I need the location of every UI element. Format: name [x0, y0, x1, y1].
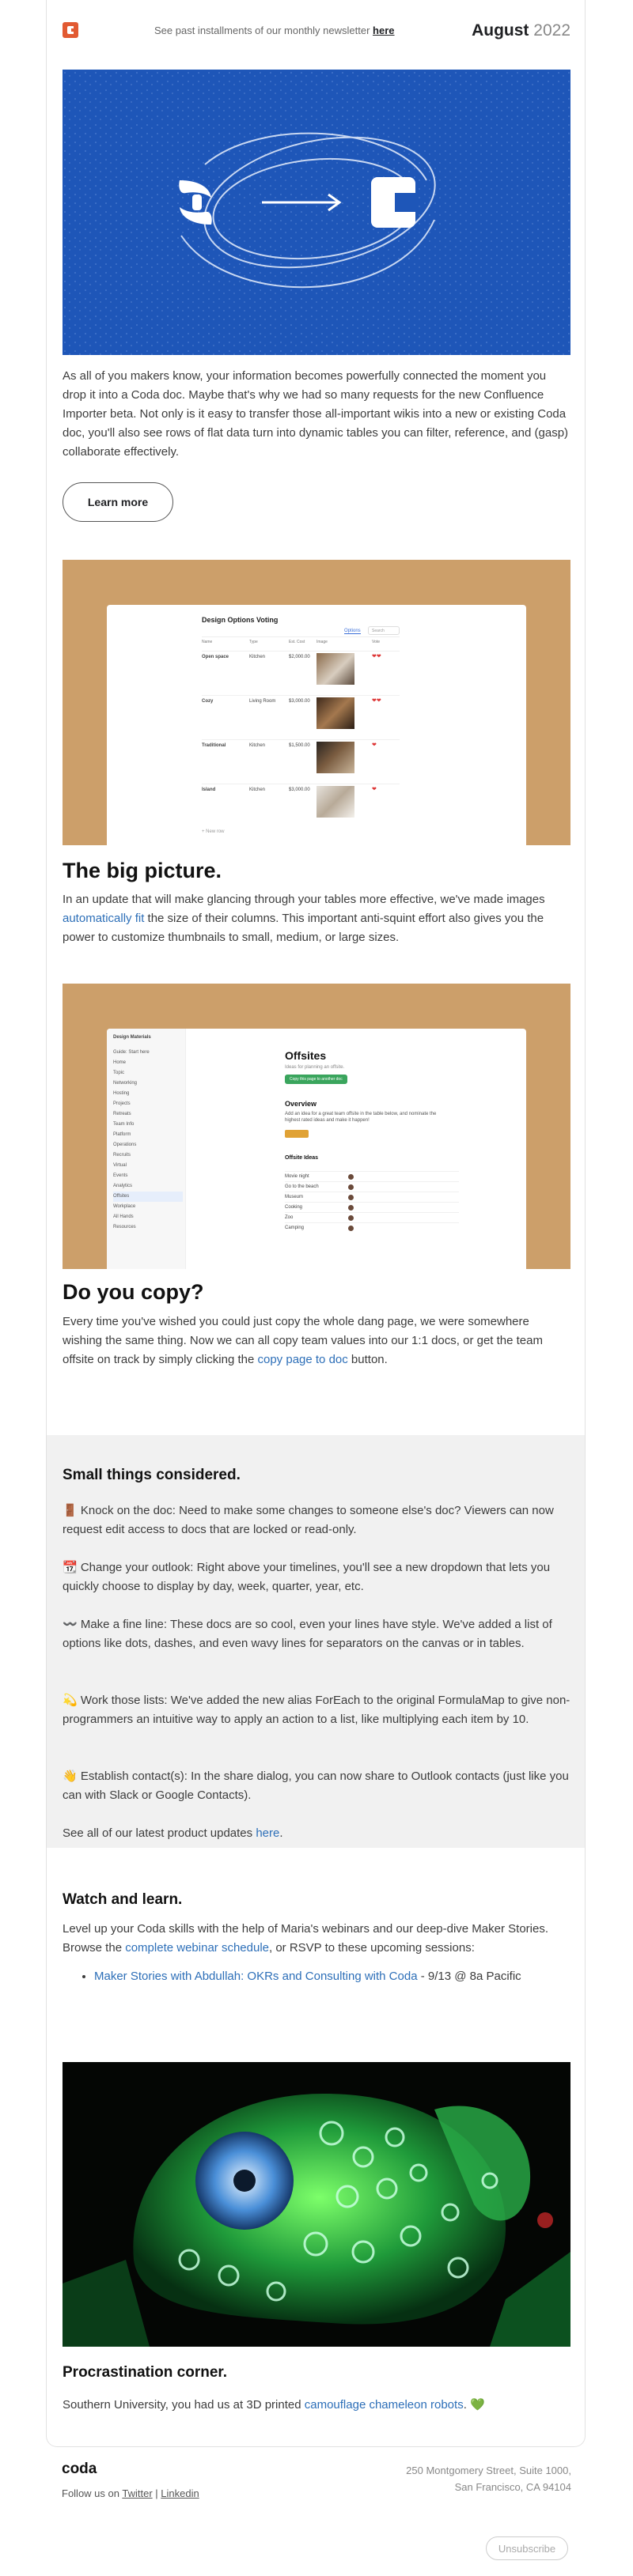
list-item: 〰️ Make a fine line: These docs are so cool, even your lines have style. We've added a list of options like dots, dashes, and even wavy lines for separators on the canvas or in tables. [63, 1618, 552, 1650]
footer [62, 2457, 571, 2568]
big-picture-paragraph: In an update that will make glancing through your tables more effective, we've made images automatically fit the size of their columns. This important anti-squint effort also gives you the power to customize thumbnails to small, medium, or large sizes. [63, 893, 545, 944]
big-picture-heading: The big picture. [63, 859, 222, 882]
product-updates-link[interactable]: here [256, 1826, 280, 1840]
confluence-import-illustration [63, 70, 570, 355]
copy-paragraph: Every time you've wished you could just copy the whole dang page, we were somewhere wishing the same thing. Now we can all copy team values into our 1:1 docs, or get the team offsite on track by simply clicking the copy page to doc button. [63, 1315, 543, 1366]
overview-heading: Overview [285, 1100, 317, 1108]
sidebar-item[interactable]: Workplace [113, 1204, 136, 1209]
table-row[interactable]: Cozy Living Room $3,000.00 ❤❤ [202, 695, 400, 735]
avatar [348, 1195, 354, 1200]
ideas-heading: Offsite Ideas [285, 1155, 319, 1161]
watch-heading: Watch and learn. [63, 1891, 183, 1908]
list-item: 💫 Work those lists: We've added the new alias ForEach to the original FormulaMap to give non-programmers an intuitive way to apply an action to a list, like multiplying each item by 10. [63, 1694, 570, 1726]
offsites-screenshot [63, 984, 570, 1269]
twitter-link[interactable]: Twitter [122, 2487, 153, 2499]
list-item: 📆 Change your outlook: Right above your timelines, you'll see a new dropdown that lets you quickly choose to display by day, week, quarter, year, etc. [63, 1561, 551, 1593]
sidebar-item[interactable]: Resources [113, 1225, 136, 1229]
tab-options[interactable]: Options [344, 629, 361, 633]
design-voting-doc [107, 605, 526, 845]
sidebar-item[interactable]: Guide: Start here [113, 1050, 150, 1055]
learn-more-button[interactable]: Learn more [63, 482, 173, 522]
sidebar-item[interactable]: Recruits [113, 1153, 131, 1158]
footer-logo[interactable]: coda [62, 2461, 97, 2477]
avatar [348, 1215, 354, 1221]
heart-icon[interactable]: ❤❤ [372, 698, 381, 704]
new-row-button[interactable]: + New row [202, 829, 225, 834]
sidebar-item[interactable]: Platform [113, 1132, 131, 1137]
copy-heading: Do you copy? [63, 1280, 204, 1304]
doc-title: Design Options Voting [202, 616, 279, 624]
sidebar-item[interactable]: Retreats [113, 1112, 131, 1116]
small-things-section [47, 1435, 586, 1848]
heart-icon[interactable]: ❤❤ [372, 654, 381, 659]
sidebar-item[interactable]: Analytics [113, 1184, 133, 1188]
avatar [348, 1205, 354, 1211]
avatar [348, 1226, 354, 1231]
sidebar-item[interactable]: Topic [113, 1071, 125, 1075]
search-input[interactable]: Search [368, 626, 400, 635]
sidebar-item[interactable]: All Hands [113, 1214, 134, 1219]
table-row[interactable]: Cooking [285, 1202, 459, 1212]
ideas-table [285, 1171, 459, 1233]
procrastination-paragraph: Southern University, you had us at 3D printed camouflage chameleon robots. 💚 [63, 2398, 485, 2412]
island-kitchen-photo [316, 786, 354, 818]
table-row[interactable]: Open space Kitchen $2,000.00 ❤❤ [202, 651, 400, 690]
sidebar-item[interactable]: Operations [113, 1143, 137, 1147]
procrastination-heading: Procrastination corner. [63, 2364, 228, 2381]
table-row[interactable]: Movie night [285, 1171, 459, 1181]
heart-icon[interactable]: ❤ [372, 742, 377, 748]
watch-paragraph: Level up your Coda skills with the help of Maria's webinars and our deep-dive Maker Stories. Browse the complete webinar schedule, or RSVP to these upcoming sessions: [63, 1922, 549, 1955]
doc-sidebar: Design Materials Guide: Start here Home Topic Networking Hosting Projects Retreats Team Info Platform Operations Recruits Virtual Events Analytics Offsites Workplace All Hands Resources [107, 1029, 186, 1269]
copy-page-button[interactable]: Copy this page to another doc [285, 1075, 347, 1084]
sidebar-item[interactable]: Virtual [113, 1163, 127, 1168]
sidebar-list [113, 1048, 183, 1233]
table-row[interactable]: Traditional Kitchen $1,500.00 ❤ [202, 739, 400, 779]
sidebar-item[interactable]: Home [113, 1060, 127, 1065]
offsites-doc [107, 1029, 526, 1269]
product-updates-line: See all of our latest product updates here. [63, 1826, 283, 1840]
maker-stories-link[interactable]: Maker Stories with Abdullah: OKRs and Consulting with Coda [94, 1970, 418, 1983]
past-installments-link[interactable]: here [373, 25, 395, 36]
sessions-list [94, 1967, 569, 1986]
kitchen-photo [316, 653, 354, 685]
past-installments-text: See past installments of our monthly newsletter here [154, 25, 395, 36]
intro-paragraph: As all of you makers know, your information becomes powerfully connected the moment you drop it into a Coda doc. Maybe that's why we had so many requests for the new Confluence Importer beta. Not only is it easy to transfer those all-important wikis into a new or existing Coda doc, you'll also see rows of flat data turn into dynamic tables you can filter, reference, and (gasp) collaborate effectively. [63, 369, 569, 459]
small-things-heading: Small things considered. [63, 1467, 241, 1483]
chameleon-robot-photo [63, 2062, 570, 2347]
avatar [348, 1184, 354, 1190]
sidebar-item[interactable]: Team Info [113, 1122, 135, 1127]
automatically-fit-link[interactable]: automatically fit [63, 912, 145, 925]
header [47, 0, 586, 60]
table-row[interactable]: Island Kitchen $3,000.00 ❤ [202, 784, 400, 823]
newsletter-card [46, 0, 586, 2447]
company-address: 250 Montgomery Street, Suite 1000, San Francisco, CA 94104 [406, 2465, 571, 2493]
sidebar-item[interactable]: Hosting [113, 1091, 130, 1096]
table-header: Name Type Est. Cost Image Vote [202, 636, 400, 644]
table-row[interactable]: Zoo [285, 1212, 459, 1222]
sidebar-item[interactable]: Projects [113, 1101, 131, 1106]
copy-page-to-doc-link[interactable]: copy page to doc [257, 1353, 348, 1366]
chameleon-robots-link[interactable]: camouflage chameleon robots [304, 2398, 464, 2412]
chameleon-illustration [63, 2062, 570, 2347]
add-idea-button[interactable] [285, 1130, 309, 1138]
table-row[interactable]: Museum [285, 1192, 459, 1202]
avatar [348, 1174, 354, 1180]
unsubscribe-button[interactable]: Unsubscribe [486, 2536, 568, 2560]
issue-date: August 2022 [472, 21, 570, 40]
coda-logo-icon[interactable] [63, 22, 78, 38]
living-room-photo [316, 697, 354, 729]
design-voting-screenshot [63, 560, 570, 845]
list-item: 👋 Establish contact(s): In the share dialog, you can now share to Outlook contacts (just like you can with Slack or Google Contacts). [63, 1770, 569, 1802]
follow-us: Follow us on Twitter | Linkedin [62, 2487, 199, 2499]
import-arrow-illustration [63, 70, 570, 355]
sidebar-item[interactable]: Events [113, 1173, 128, 1178]
sidebar-item[interactable]: Offsites [113, 1192, 183, 1202]
session-item: • Maker Stories with Abdullah: OKRs and Consulting with Coda - 9/13 @ 8a Pacific [94, 1967, 569, 1986]
page-title: Offsites [285, 1049, 327, 1062]
table-row[interactable]: Go to the beach [285, 1181, 459, 1192]
heart-icon[interactable]: ❤ [372, 787, 377, 792]
linkedin-link[interactable]: Linkedin [161, 2487, 199, 2499]
webinar-schedule-link[interactable]: complete webinar schedule [125, 1941, 269, 1955]
sidebar-item[interactable]: Networking [113, 1081, 138, 1086]
traditional-kitchen-photo [316, 742, 354, 773]
overview-text: Add an idea for a great team offsite in the table below, and nominate the highest rated ideas and make it happen! [285, 1112, 437, 1123]
table-row[interactable]: Camping [285, 1222, 459, 1233]
list-item: 🚪 Knock on the doc: Need to make some changes to someone else's doc? Viewers can now request edit access to docs that are locked or read-only. [63, 1504, 554, 1536]
page-subtitle: Ideas for planning an offsite. [285, 1065, 345, 1070]
